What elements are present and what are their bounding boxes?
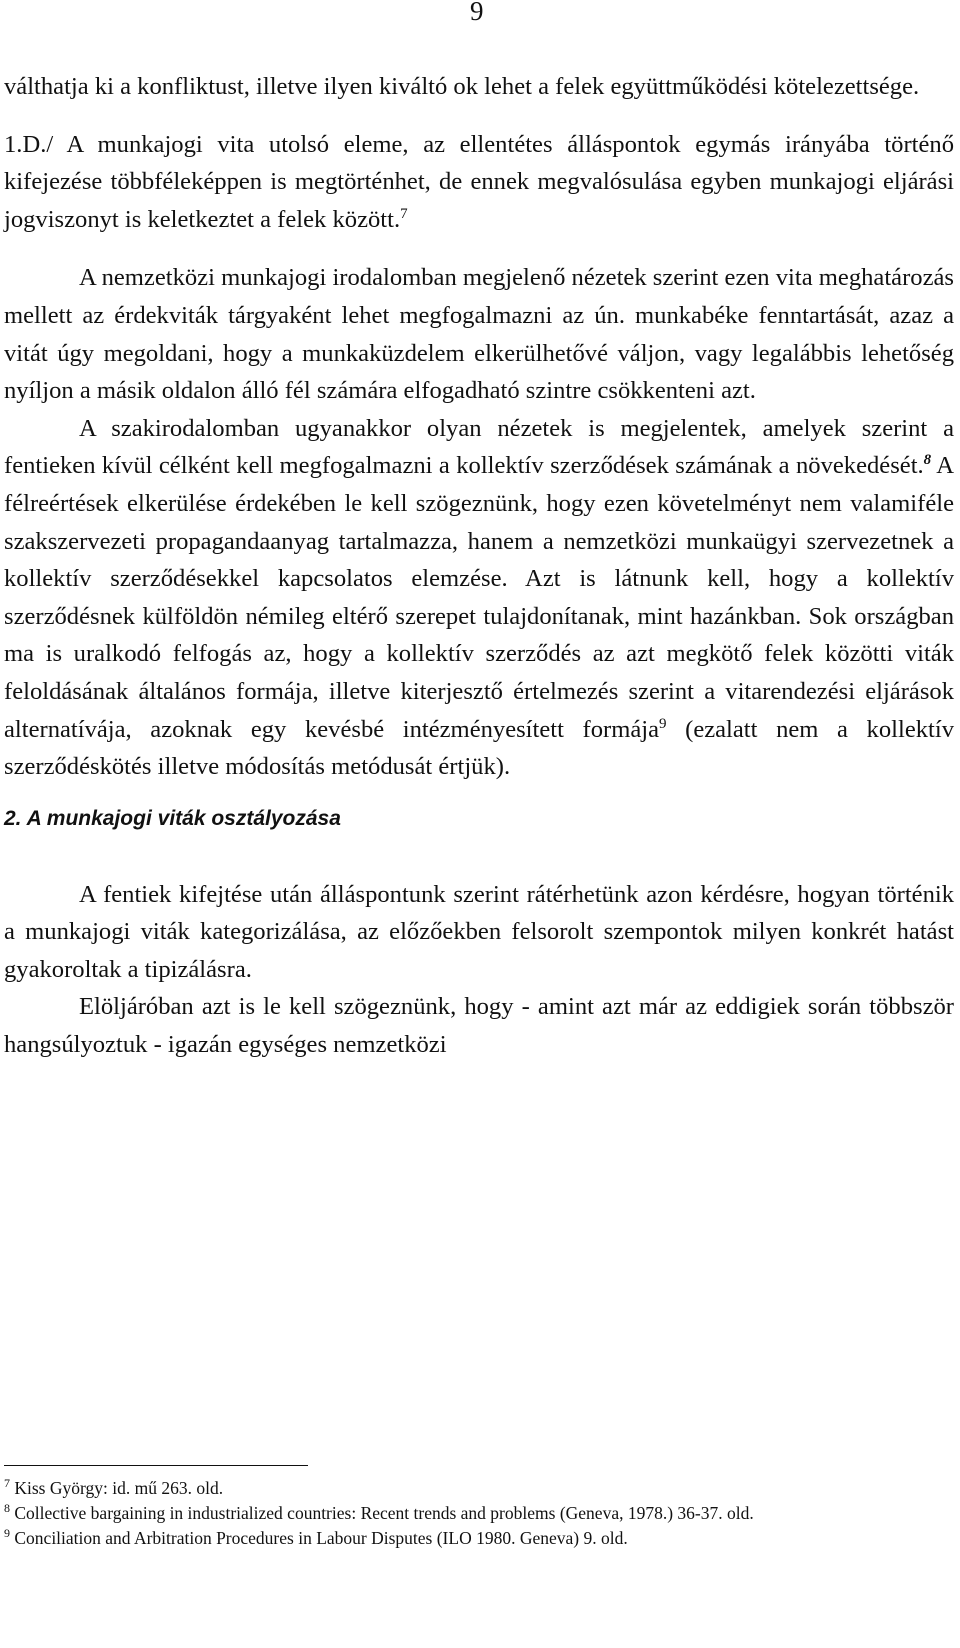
footnote-ref-8[interactable]: 8: [923, 452, 932, 469]
footnote-text: Collective bargaining in industrialized countries: Recent trends and problems (Geneva, 1978.) 36-37. old.: [14, 1503, 754, 1523]
section-heading: 2. A munkajogi viták osztályozása: [4, 806, 341, 830]
paragraph-2-text: 1.D./ A munkajogi vita utolsó eleme, az ellentétes álláspontok egymás irányába történő kifejezése többféleképpen is megtörténhet, de ennek megvalósulása egyben munkajogi eljárási jogviszonyt is keletkeztet a felek között.: [4, 130, 954, 233]
footnote-7: [4, 1476, 954, 1501]
paragraph-1: [4, 68, 954, 106]
footnote-text: Conciliation and Arbitration Procedures in Labour Disputes (ILO 1980. Geneva) 9. old.: [14, 1528, 628, 1548]
paragraph-2: [4, 126, 954, 239]
paragraph-5-text: A fentiek kifejtése után álláspontunk szerint rátérhetünk azon kérdésre, hogyan történik a munkajogi viták kategorizálása, az előzőekben felsorolt szempontok milyen konkrét hatást gyakoroltak a tipizálásra.: [4, 880, 954, 983]
paragraph-1-text: válthatja ki a konfliktust, illetve ilyen kiváltó ok lehet a felek együttműködési kötelezettsége.: [4, 73, 920, 100]
footnote-ref-7[interactable]: 7: [400, 205, 408, 222]
footnote-ref-9[interactable]: 9: [659, 715, 667, 732]
paragraph-6: [4, 988, 954, 1063]
paragraph-3: [4, 259, 954, 409]
paragraph-6-text: Elöljáróban azt is le kell szögeznünk, hogy - amint azt már az eddigiek során többször hangsúlyoztuk - igazán egységes nemzetközi: [4, 993, 954, 1059]
footnote-number: 9: [4, 1526, 10, 1541]
page-number: 9: [470, 0, 484, 26]
paragraph-3-text: A nemzetközi munkajogi irodalomban megjelenő nézetek szerint ezen vita meghatározás mellett az érdekviták tárgyaként lehet megfogalmazni az ún. munkabéke fenntartását, azaz a vitát úgy megoldani, hogy a munkaküzdelem elkerülhetővé váljon, vagy legalábbis lehetőség nyíljon a másik oldalon álló fél számára elfogadható szintre csökkenteni azt.: [4, 264, 954, 405]
paragraph-4-text-b: A félreértések elkerülése érdekében le kell szögeznünk, hogy ezen követelményt nem valamiféle szakszervezeti propagandaanyag tartalmazza, hanem a nemzetközi munkaügyi szervezetnek a kollektív szerződésekkel kapcsolatos elemzése. Azt is látnunk kell, hogy a kollektív szerződésnek külföldön némileg eltérő szerepet tulajdonítanak, mint hazánkban. Sok országban ma is uralkodó felfogás az, hogy a kollektív szerződés az azt megkötő felek közötti viták feloldásának általános formája, illetve kiterjesztő értelmezés szerint a vitarendezési eljárások alternatívája, azoknak egy kevésbé intézményesített formája: [4, 452, 954, 743]
paragraph-4-text-c: (ezalatt nem a kollektív szerződéskötés illetve módosítás metódusát értjük).: [4, 715, 954, 781]
paragraph-4-text-a: A szakirodalomban ugyanakkor olyan nézetek is megjelentek, amelyek szerint a fentieken kívül célként kell megfogalmazni a kollektív szerződések számának a növekedését.: [4, 414, 954, 480]
footnote-9: [4, 1526, 954, 1551]
footnote-separator: [4, 1465, 308, 1466]
footnote-8: [4, 1501, 954, 1526]
paragraph-5: [4, 876, 954, 989]
paragraph-4: [4, 410, 954, 786]
footnote-text: Kiss György: id. mű 263. old.: [14, 1478, 224, 1498]
footnote-number: 7: [4, 1476, 10, 1491]
body-text: [4, 68, 954, 1064]
footnotes: [4, 1476, 954, 1551]
footnote-number: 8: [4, 1501, 10, 1516]
